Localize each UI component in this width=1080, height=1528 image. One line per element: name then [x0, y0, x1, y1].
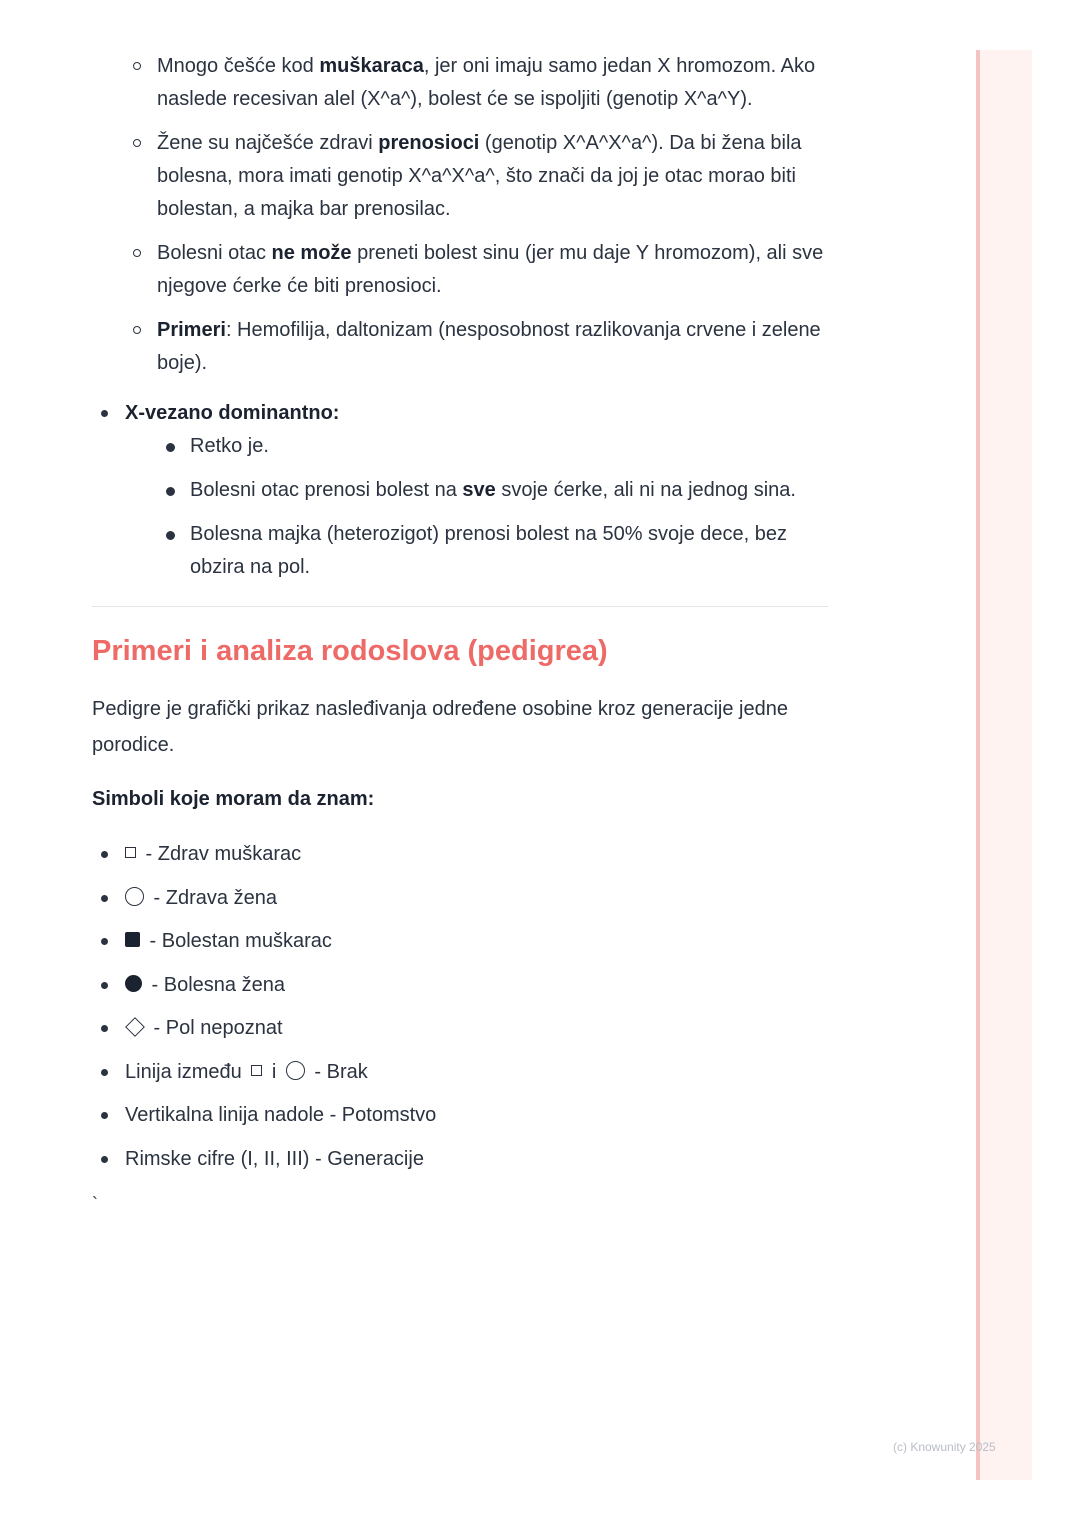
filled-circle-icon	[125, 975, 142, 992]
item-text: svoje ćerke, ali ni na jednog sina.	[495, 479, 796, 501]
symbol-item	[92, 925, 828, 958]
list-item	[157, 430, 828, 463]
section-title: Primeri i analiza rodoslova (pedigrea)	[92, 635, 608, 667]
item-text: Bolesni otac	[157, 242, 272, 264]
document-content	[92, 50, 828, 1221]
section-divider	[92, 606, 828, 607]
symbol-label: - Bolesna žena	[146, 973, 285, 996]
open-square-icon	[251, 1065, 262, 1076]
filled-square-icon	[125, 932, 140, 947]
marriage-text: i	[266, 1060, 282, 1083]
symbol-item	[92, 882, 828, 915]
symbols-heading: Simboli koje moram da znam:	[92, 788, 375, 810]
recessive-sublist	[92, 50, 828, 380]
open-circle-icon	[125, 887, 144, 906]
open-square-icon	[125, 847, 136, 858]
item-text: preneti bolest sinu (jer mu daje Y hromozom), ali sve njegove ćerke će biti prenosioci.	[157, 242, 824, 297]
symbol-label: - Pol nepoznat	[148, 1017, 283, 1039]
item-bold: prenosioci	[378, 132, 480, 154]
symbol-item	[92, 1099, 828, 1132]
symbol-label: - Zdrava žena	[148, 886, 277, 909]
item-text: , jer oni imaju samo jedan X hromozom. Ako naslede recesivan alel (X^a^), bolest će se ispoljiti (genotip X^a^Y).	[157, 55, 816, 110]
item-text: Retko je.	[190, 435, 269, 457]
dominant-sublist	[125, 430, 828, 584]
watermark: (c) Knowunity 2025	[893, 1440, 996, 1454]
section-intro: Pedigre je grafički prikaz nasleđivanja određene osobine kroz generacije jedne porodice.	[92, 698, 788, 756]
symbol-label: - Bolestan muškarac	[144, 930, 332, 952]
item-text: Bolesna majka (heterozigot) prenosi bolest na 50% svoje dece, bez obzira na pol.	[190, 523, 788, 578]
item-bold: Primeri	[157, 319, 226, 341]
symbol-label: Vertikalna linija nadole - Potomstvo	[125, 1104, 437, 1126]
dominant-list	[92, 397, 828, 584]
list-item	[157, 127, 828, 226]
margin-sidebar	[976, 50, 1032, 1480]
open-circle-icon	[286, 1061, 305, 1080]
list-item	[157, 237, 828, 303]
symbol-item	[92, 838, 828, 871]
symbol-item	[92, 1012, 828, 1045]
item-bold: ne može	[271, 242, 352, 264]
list-item	[157, 50, 828, 116]
item-text: Žene su najčešće zdravi	[157, 132, 379, 154]
open-diamond-icon	[125, 1017, 145, 1037]
list-item-dominant	[92, 397, 828, 584]
item-text: Mnogo češće kod	[157, 55, 320, 77]
stray-backtick: `	[92, 1193, 98, 1214]
item-text: (genotip X^A^X^a^). Da bi žena bila bolesna, mora imati genotip X^a^X^a^, što znači da joj je otac morao biti bolestan, a majka bar prenosilac.	[157, 132, 802, 220]
list-item	[157, 314, 828, 380]
item-text: : Hemofilija, daltonizam (nesposobnost razlikovanja crvene i zelene boje).	[157, 319, 821, 374]
marriage-text: - Brak	[308, 1060, 368, 1083]
item-text: Bolesni otac prenosi bolest na	[190, 479, 463, 501]
item-bold: muškaraca	[319, 55, 424, 77]
list-item	[157, 474, 828, 507]
symbols-list	[92, 838, 828, 1176]
symbol-item	[92, 1056, 828, 1089]
symbol-label: - Zdrav muškarac	[140, 843, 302, 865]
item-bold: sve	[462, 479, 496, 501]
symbol-label: Rimske cifre (I, II, III) - Generacije	[125, 1147, 424, 1170]
symbol-item	[92, 1143, 828, 1176]
list-item	[157, 518, 828, 584]
marriage-text: Linija između	[125, 1060, 248, 1083]
dominant-heading: X-vezano dominantno:	[125, 402, 340, 424]
symbol-item	[92, 969, 828, 1002]
